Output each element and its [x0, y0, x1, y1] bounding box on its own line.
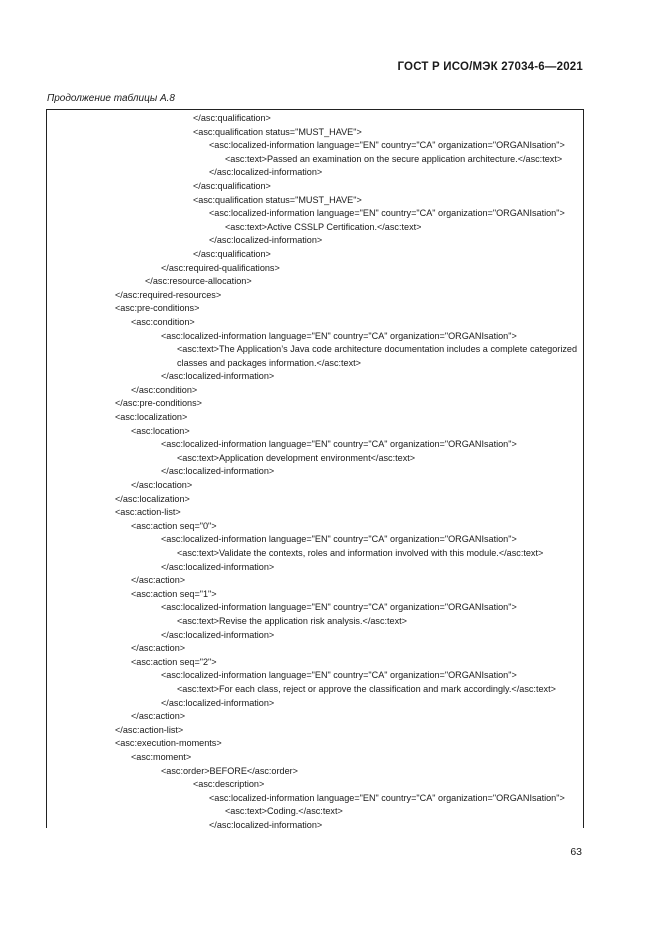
xml-line: <asc:localized-information language="EN" country="CA" organization="ORGANIsation">: [209, 208, 565, 219]
xml-line: </asc:qualification>: [193, 248, 271, 259]
xml-line: <asc:text>The Application’s Java code architecture documentation includes a complete categorized classes and packages information.</asc:text>: [177, 344, 577, 368]
xml-line: <asc:localized-information language="EN" country="CA" organization="ORGANIsation">: [161, 330, 517, 341]
xml-line: </asc:required-resources>: [115, 289, 222, 300]
xml-line: </asc:localized-information>: [209, 167, 323, 178]
xml-line: </asc:localization>: [115, 493, 190, 504]
xml-line: <asc:localized-information language="EN" country="CA" organization="ORGANIsation">: [209, 140, 565, 151]
xml-line: </asc:action>: [131, 711, 186, 722]
xml-line: <asc:description>: [193, 779, 265, 790]
xml-line: <asc:localization>: [115, 412, 188, 423]
xml-line: <asc:action seq="0">: [131, 520, 217, 531]
xml-line: </asc:location>: [131, 480, 193, 491]
xml-line: <asc:localized-information language="EN" country="CA" organization="ORGANIsation">: [161, 670, 517, 681]
xml-line: <asc:text>Passed an examination on the secure application architecture.</asc:text>: [225, 153, 563, 164]
xml-line: </asc:localized-information>: [161, 697, 275, 708]
xml-line: <asc:text>Coding.</asc:text>: [225, 806, 343, 817]
xml-line: </asc:qualification>: [193, 180, 271, 191]
xml-line: <asc:action-list>: [115, 507, 181, 518]
xml-line: </asc:localized-information>: [161, 629, 275, 640]
xml-code-listing: [47, 112, 583, 832]
table-continuation-caption: Продолжение таблицы А.8: [47, 93, 175, 104]
xml-line: <asc:action seq="1">: [131, 588, 217, 599]
xml-line: </asc:localized-information>: [209, 819, 323, 830]
xml-line: </asc:required-qualifications>: [161, 262, 280, 273]
xml-line: <asc:text>Validate the contexts, roles and information involved with this module.</asc:text>: [177, 548, 544, 558]
xml-line: <asc:action seq="2">: [131, 656, 217, 667]
xml-line: <asc:text>Application development environment</asc:text>: [177, 452, 416, 463]
xml-line: </asc:action-list>: [115, 724, 184, 735]
xml-line: <asc:execution-moments>: [115, 738, 222, 749]
xml-line: <asc:qualification status="MUST_HAVE">: [193, 194, 362, 205]
xml-code-table: [46, 109, 584, 828]
xml-line: <asc:pre-conditions>: [115, 303, 200, 314]
xml-line: </asc:localized-information>: [209, 235, 323, 246]
xml-line: <asc:localized-information language="EN" country="CA" organization="ORGANIsation">: [161, 534, 517, 545]
xml-line: <asc:text>Active CSSLP Certification.</asc:text>: [225, 221, 422, 232]
xml-line: </asc:localized-information>: [161, 561, 275, 572]
xml-line: <asc:localized-information language="EN" country="CA" organization="ORGANIsation">: [209, 792, 565, 803]
xml-line: <asc:qualification status="MUST_HAVE">: [193, 126, 362, 137]
xml-line: <asc:order>BEFORE</asc:order>: [161, 765, 298, 776]
xml-line: </asc:action>: [131, 575, 186, 586]
document-standard-header: ГОСТ Р ИСО/МЭК 27034-6—2021: [397, 61, 583, 73]
xml-line: </asc:resource-allocation>: [145, 276, 252, 287]
xml-line: </asc:localized-information>: [161, 371, 275, 382]
xml-line: <asc:text>Revise the application risk analysis.</asc:text>: [177, 615, 407, 626]
xml-line: </asc:pre-conditions>: [115, 398, 202, 409]
xml-line: <asc:location>: [131, 425, 190, 436]
xml-line: </asc:action>: [131, 643, 186, 654]
xml-line: <asc:localized-information language="EN" country="CA" organization="ORGANIsation">: [161, 439, 517, 450]
xml-line: <asc:condition>: [131, 316, 195, 327]
xml-line: <asc:localized-information language="EN" country="CA" organization="ORGANIsation">: [161, 602, 517, 613]
xml-line: </asc:condition>: [131, 384, 198, 395]
xml-line: </asc:qualification>: [193, 113, 271, 123]
xml-line: <asc:text>For each class, reject or approve the classification and mark accordingly.</asc:text>: [177, 683, 556, 694]
xml-line: <asc:moment>: [131, 751, 192, 762]
xml-line: </asc:localized-information>: [161, 466, 275, 477]
page-number: 63: [570, 846, 582, 858]
